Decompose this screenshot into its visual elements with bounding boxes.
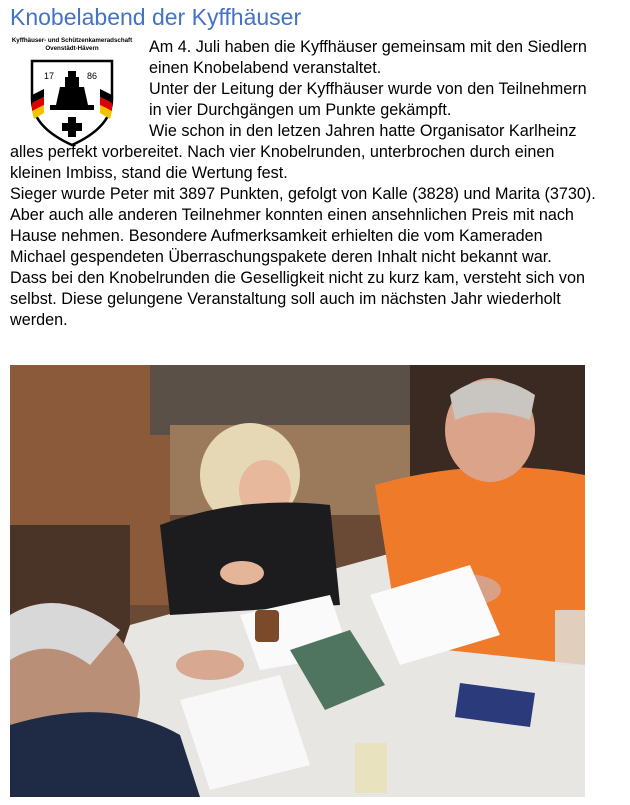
article-line: Sieger wurde Peter mit 3897 Punkten, gefolgt von Kalle (3828) und Marita (3730). [10,185,596,203]
article-title: Knobelabend der Kyffhäuser [10,4,302,30]
club-logo [10,37,134,149]
article-line: selbst. Diese gelungene Veranstaltung soll auch im nächsten Jahr wiederholt [10,290,561,308]
logo-year-right: 86 [87,71,98,81]
article-line: Aber auch alle anderen Teilnehmer konnten einen ansehnlichen Preis mit nach [10,206,574,224]
article-line: alles perfekt vorbereitet. Nach vier Knobelrunden, unterbrochen durch einen [10,143,555,161]
article-line: Wie schon in den letzen Jahren hatte Organisator Karlheinz [149,122,577,140]
logo-caption-line2: Ovenstädt-Hävern [45,45,99,52]
event-photo-illustration [10,365,585,797]
article-line: Michael gespendeten Überraschungspakete deren Inhalt nicht bekannt war. [10,248,552,266]
logo-shield-icon [24,55,120,147]
logo-year-left: 17 [44,71,55,81]
article-line: Hause nehmen. Besondere Aufmerksamkeit erhielten die vom Kameraden [10,227,543,245]
event-photo [10,365,585,797]
article-line: in vier Durchgängen um Punkte gekämpft. [149,101,452,119]
article-line: werden. [10,311,68,329]
article-line: Am 4. Juli haben die Kyffhäuser gemeinsam mit den Siedlern [149,38,587,56]
article-line: einen Knobelabend veranstaltet. [149,59,382,77]
article-line: Dass bei den Knobelrunden die Geselligkeit nicht zu kurz kam, versteht sich von [10,269,585,287]
logo-caption-line1: Kyffhäuser- und Schützenkameradschaft [11,37,133,44]
logo-caption [10,37,134,53]
article-line: Unter der Leitung der Kyffhäuser wurde von den Teilnehmern [149,80,587,98]
article-line: kleinen Imbiss, stand die Wertung fest. [10,164,288,182]
